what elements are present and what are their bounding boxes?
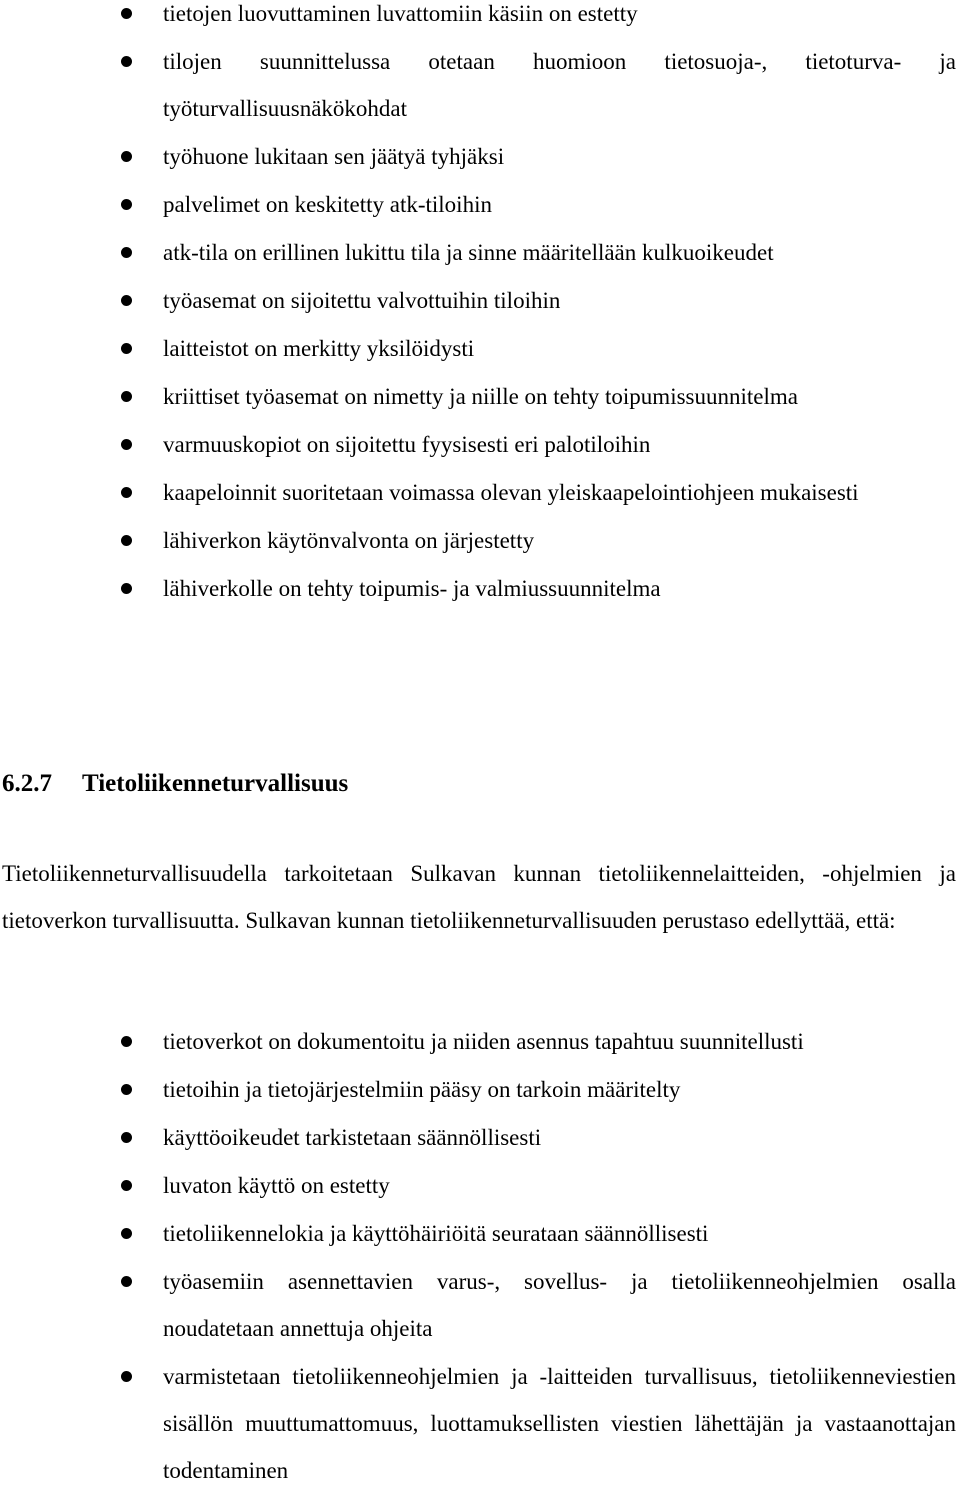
list-item-text: kaapeloinnit suoritetaan voimassa olevan yleiskaapelointiohjeen mukaisesti — [163, 480, 859, 505]
list-item-text: työasemiin asennettavien varus-, sovellus- ja tietoliikenneohjelmien osalla noudatetaan annettuja ohjeita — [163, 1269, 956, 1341]
bullet-icon — [121, 535, 132, 546]
bullet-icon — [121, 1084, 132, 1095]
list-item — [0, 1258, 960, 1352]
bullet-list-physical-security — [0, 0, 960, 613]
bullet-icon — [121, 247, 132, 258]
bullet-icon — [121, 56, 132, 67]
bullet-icon — [121, 1228, 132, 1239]
list-item — [0, 373, 960, 420]
list-item-text: varmuuskopiot on sijoitettu fyysisesti eri palotiloihin — [163, 432, 651, 457]
bullet-icon — [121, 391, 132, 402]
list-item-text: käyttöoikeudet tarkistetaan säännöllisesti — [163, 1125, 542, 1150]
section-intro-paragraph: Tietoliikenneturvallisuudella tarkoitetaan Sulkavan kunnan tietoliikennelaitteiden, -ohjelmien ja tietoverkon turvallisuutta. Sulkavan kunnan tietoliikenneturvallisuuden perustaso edellyttää, että: — [2, 861, 956, 933]
list-item-text: tietoverkot on dokumentoitu ja niiden asennus tapahtuu suunnitellusti — [163, 1029, 804, 1054]
list-item-text: laitteistot on merkitty yksilöidysti — [163, 336, 475, 361]
list-item — [0, 181, 960, 228]
list-item — [0, 1018, 960, 1065]
bullet-icon — [121, 583, 132, 594]
bullet-icon — [121, 1036, 132, 1047]
bullet-icon — [121, 151, 132, 162]
bullet-icon — [121, 295, 132, 306]
list-item-text: kriittiset työasemat on nimetty ja niille on tehty toipumissuunnitelma — [163, 384, 798, 409]
bullet-icon — [121, 439, 132, 450]
list-item-text: atk-tila on erillinen lukittu tila ja sinne määritellään kulkuoikeudet — [163, 240, 774, 265]
bullet-icon — [121, 1371, 132, 1382]
list-item-text: työhuone lukitaan sen jäätyä tyhjäksi — [163, 144, 505, 169]
list-item — [0, 0, 960, 37]
list-item-text: tietojen luovuttaminen luvattomiin käsiin on estetty — [163, 1, 638, 26]
list-item-text: työasemat on sijoitettu valvottuihin tiloihin — [163, 288, 561, 313]
bullet-icon — [121, 1276, 132, 1287]
list-item — [0, 1066, 960, 1113]
bullet-icon — [121, 487, 132, 498]
list-item-text: lähiverkon käytönvalvonta on järjestetty — [163, 528, 535, 553]
list-item — [0, 517, 960, 564]
list-item — [0, 1114, 960, 1161]
list-item — [0, 1162, 960, 1209]
list-item-text: tietoliikennelokia ja käyttöhäiriöitä seurataan säännöllisesti — [163, 1221, 709, 1246]
section-title: Tietoliikenneturvallisuus — [82, 770, 349, 797]
list-item — [0, 38, 960, 132]
bullet-icon — [121, 8, 132, 19]
bullet-list-network-security — [0, 1018, 960, 1495]
section-heading — [2, 766, 348, 802]
section-number: 6.2.7 — [2, 770, 52, 797]
list-item — [0, 133, 960, 180]
list-item — [0, 469, 960, 516]
bullet-icon — [121, 199, 132, 210]
bullet-icon — [121, 1180, 132, 1191]
list-item — [0, 421, 960, 468]
list-item — [0, 277, 960, 324]
list-item-text: varmistetaan tietoliikenneohjelmien ja -laitteiden turvallisuus, tietoliikenneviestien sisällön muuttumattomuus, luottamuksellisten viestien lähettäjän ja vastaanottajan todentaminen — [163, 1364, 956, 1483]
list-item — [0, 1353, 960, 1494]
list-item-text: tilojen suunnittelussa otetaan huomioon tietosuoja-, tietoturva- ja työturvallisuusnäkökohdat — [163, 49, 956, 121]
list-item-text: luvaton käyttö on estetty — [163, 1173, 390, 1198]
list-item — [0, 565, 960, 612]
bullet-icon — [121, 343, 132, 354]
list-item-text: lähiverkolle on tehty toipumis- ja valmiussuunnitelma — [163, 576, 661, 601]
list-item — [0, 1210, 960, 1257]
list-item — [0, 325, 960, 372]
bullet-icon — [121, 1132, 132, 1143]
list-item-text: palvelimet on keskitetty atk-tiloihin — [163, 192, 492, 217]
list-item — [0, 229, 960, 276]
list-item-text: tietoihin ja tietojärjestelmiin pääsy on tarkoin määritelty — [163, 1077, 681, 1102]
